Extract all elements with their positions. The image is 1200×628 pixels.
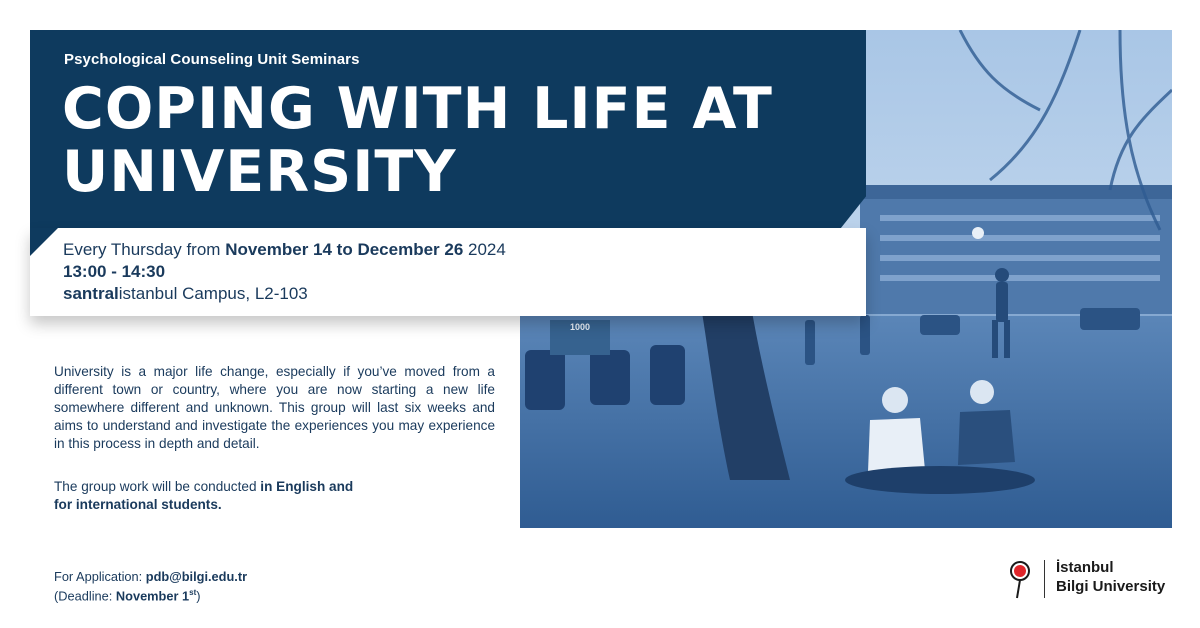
schedule-date-range: November 14 to December 26 bbox=[225, 240, 464, 259]
language-note bbox=[54, 478, 434, 514]
svg-text:1000: 1000 bbox=[569, 322, 591, 332]
schedule-prefix: Every Thursday from bbox=[63, 240, 226, 259]
university-name-line1: İstanbul bbox=[1056, 559, 1114, 576]
seminar-series-label: Psychological Counseling Unit Seminars bbox=[64, 51, 360, 68]
schedule-location bbox=[63, 284, 308, 304]
deadline-date: November 1 bbox=[115, 588, 190, 604]
application-info bbox=[54, 569, 247, 604]
language-note-bold-2: for international students. bbox=[54, 497, 222, 512]
schedule-time: 13:00 - 14:30 bbox=[63, 262, 166, 281]
lollipop-logo-icon bbox=[1006, 556, 1034, 604]
language-note-bold-1: in English and bbox=[260, 479, 354, 494]
deadline-suffix: st bbox=[189, 588, 197, 597]
event-title-line1: COPING WITH LIFE AT bbox=[62, 76, 773, 142]
card-corner-decoration bbox=[30, 228, 58, 256]
description-paragraph: University is a major life change, especially if you’ve moved from a different town or country, where you are now starting a new life somewhere different and unknown. This group will last six weeks and aims to understand and investigate the experiences you may experience in this process in depth and detail. bbox=[54, 364, 495, 451]
logo-divider bbox=[1044, 560, 1045, 598]
event-title bbox=[62, 78, 862, 204]
event-title-line2: UNIVERSITY bbox=[62, 139, 457, 205]
application-label: For Application: bbox=[54, 569, 146, 584]
language-note-prefix: The group work will be conducted bbox=[54, 479, 261, 494]
application-email[interactable]: pdb@bilgi.edu.tr bbox=[145, 569, 248, 584]
deadline-open: (Deadline: bbox=[54, 588, 116, 604]
schedule-dates bbox=[63, 240, 506, 260]
campus-name-bold: santral bbox=[63, 284, 119, 303]
campus-location: istanbul Campus, L2-103 bbox=[118, 284, 308, 303]
schedule-year: 2024 bbox=[463, 240, 506, 259]
university-logo bbox=[1006, 556, 1176, 604]
deadline-close: ) bbox=[196, 588, 201, 604]
university-name-line2: Bilgi University bbox=[1056, 578, 1166, 595]
university-name bbox=[1056, 558, 1165, 596]
